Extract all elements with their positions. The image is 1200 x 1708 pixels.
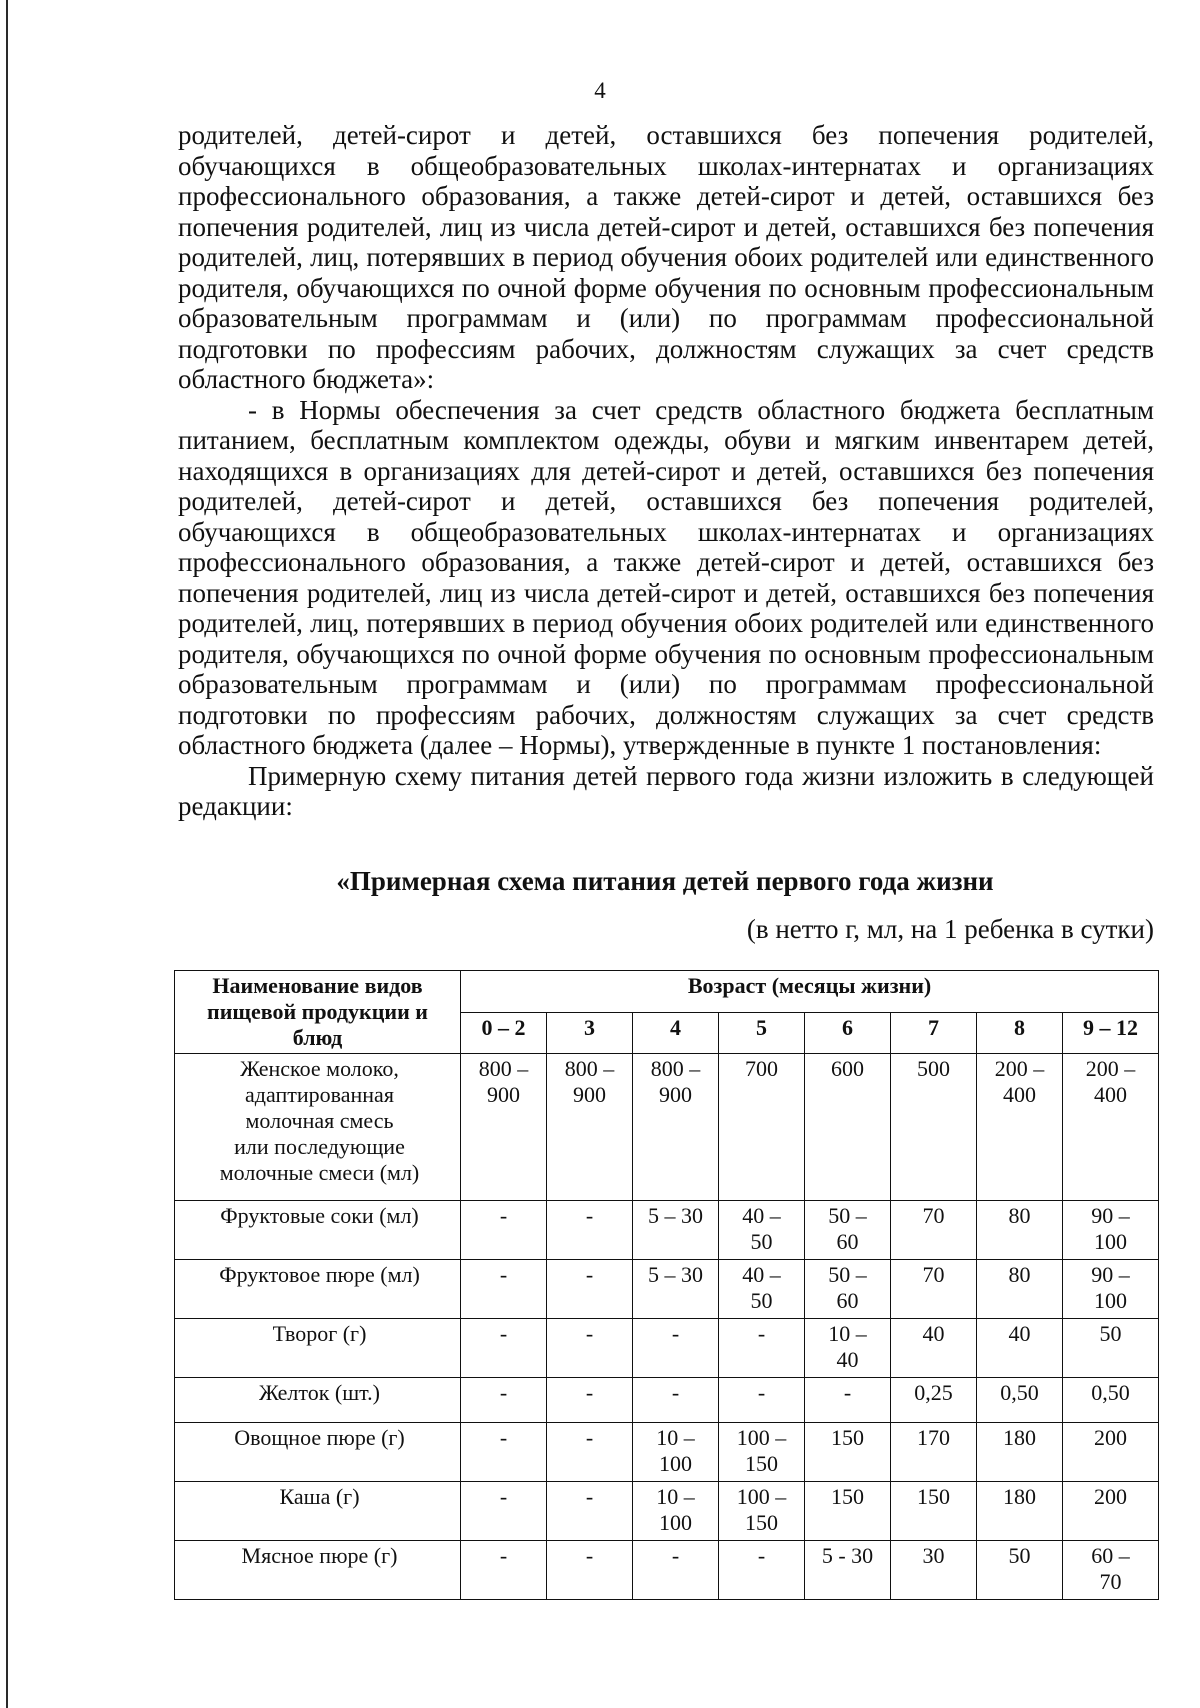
paragraph-continuation: родителей, детей-сирот и детей, оставшихся без попечения родителей, обучающихся в общеобразовательных школах-интернатах и организациях профессионального образования, а также детей-сирот и детей, оставшихся без попечения родителей, лиц из числа детей-сирот и детей, оставшихся без попечения родителей, лиц, потерявших в период обучения обоих родителей или единственного родителя, обучающихся по очной форме обучения по основным профессиональным образовательным программам и (или) по программам профессиональной подготовки по профессиям рабочих, должностям служащих за счет средств областного бюджета»: [178, 120, 1154, 394]
amount-cell: 180 [977, 1423, 1063, 1482]
amount-cell: 150 [805, 1482, 891, 1541]
amount-cell: 50 – 60 [805, 1201, 891, 1260]
age-column-header: 4 [633, 1012, 719, 1054]
amount-cell: 500 [891, 1054, 977, 1201]
amount-cell: 90 – 100 [1063, 1201, 1159, 1260]
table-row [175, 1423, 1159, 1482]
amount-cell: 60 – 70 [1063, 1541, 1159, 1600]
amount-cell: - [547, 1319, 633, 1378]
amount-cell: 10 – 40 [805, 1319, 891, 1378]
food-name-cell: Творог (г) [175, 1319, 461, 1378]
amount-cell: - [805, 1378, 891, 1423]
amount-cell: 80 [977, 1201, 1063, 1260]
amount-cell: - [633, 1319, 719, 1378]
age-column-header: 9 – 12 [1063, 1012, 1159, 1054]
amount-cell: 10 – 100 [633, 1482, 719, 1541]
amount-cell: - [719, 1319, 805, 1378]
age-column-header: 5 [719, 1012, 805, 1054]
amount-cell: 40 [977, 1319, 1063, 1378]
amount-cell: 180 [977, 1482, 1063, 1541]
amount-cell: 70 [891, 1201, 977, 1260]
amount-cell: 50 – 60 [805, 1260, 891, 1319]
food-name-cell: Овощное пюре (г) [175, 1423, 461, 1482]
header-food-name: Наименование видов пищевой продукции и блюд [175, 971, 461, 1054]
amount-cell: 100 – 150 [719, 1423, 805, 1482]
amount-cell: 10 – 100 [633, 1423, 719, 1482]
amount-cell: 40 [891, 1319, 977, 1378]
food-name-cell: Женское молоко, адаптированная молочная смесь или последующие молочные смеси (мл) [175, 1054, 461, 1201]
amount-cell: - [547, 1541, 633, 1600]
amount-cell: 0,25 [891, 1378, 977, 1423]
amount-cell: 90 – 100 [1063, 1260, 1159, 1319]
age-column-header: 8 [977, 1012, 1063, 1054]
amount-cell: - [461, 1423, 547, 1482]
amount-cell: - [719, 1378, 805, 1423]
amount-cell: 700 [719, 1054, 805, 1201]
table-row [175, 1260, 1159, 1319]
amount-cell: 800 – 900 [633, 1054, 719, 1201]
food-name-cell: Желток (шт.) [175, 1378, 461, 1423]
food-name-cell: Фруктовые соки (мл) [175, 1201, 461, 1260]
amount-cell: 200 – 400 [1063, 1054, 1159, 1201]
amount-cell: 5 – 30 [633, 1201, 719, 1260]
amount-cell: - [547, 1260, 633, 1319]
amount-cell: 170 [891, 1423, 977, 1482]
food-name-cell: Каша (г) [175, 1482, 461, 1541]
amount-cell: - [461, 1319, 547, 1378]
amount-cell: - [633, 1541, 719, 1600]
food-name-cell: Мясное пюре (г) [175, 1541, 461, 1600]
paragraph-scheme: Примерную схему питания детей первого года жизни изложить в следующей редакции: [178, 760, 1154, 821]
amount-cell: 150 [805, 1423, 891, 1482]
header-age: Возраст (месяцы жизни) [461, 971, 1159, 1013]
amount-cell: - [633, 1378, 719, 1423]
amount-cell: 800 – 900 [547, 1054, 633, 1201]
amount-cell: 200 [1063, 1423, 1159, 1482]
table-body [175, 1054, 1159, 1600]
table-row [175, 1201, 1159, 1260]
amount-cell: 0,50 [977, 1378, 1063, 1423]
amount-cell: - [461, 1260, 547, 1319]
amount-cell: - [461, 1541, 547, 1600]
body-text [178, 120, 1154, 822]
table-title: «Примерная схема питания детей первого года жизни [336, 866, 994, 896]
table-row [175, 1319, 1159, 1378]
page-number: 4 [594, 78, 606, 103]
amount-cell: 30 [891, 1541, 977, 1600]
paragraph-norms: - в Нормы обеспечения за счет средств областного бюджета бесплатным питанием, бесплатным комплектом одежды, обуви и мягким инвентарем детей, находящихся в организациях для детей-сирот и детей, оставшихся без попечения родителей, детей-сирот и детей, оставшихся без попечения родителей, обучающихся в общеобразовательных школах-интернатах и организациях профессионального образования, а также детей-сирот и детей, оставшихся без попечения родителей, лиц из числа детей-сирот и детей, оставшихся без попечения родителей, лиц, потерявших в период обучения обоих родителей или единственного родителя, обучающихся по очной форме обучения по основным профессиональным образовательным программам и (или) по программам профессиональной подготовки по профессиям рабочих, должностям служащих за счет средств областного бюджета (далее – Нормы), утвержденные в пункте 1 постановления: [178, 394, 1154, 760]
amount-cell: 600 [805, 1054, 891, 1201]
amount-cell: - [461, 1201, 547, 1260]
table-row [175, 1482, 1159, 1541]
amount-cell: 50 [1063, 1319, 1159, 1378]
amount-cell: 800 – 900 [461, 1054, 547, 1201]
nutrition-table [174, 970, 1159, 1600]
amount-cell: 150 [891, 1482, 977, 1541]
amount-cell: 70 [891, 1260, 977, 1319]
age-column-header: 7 [891, 1012, 977, 1054]
table-row [175, 1378, 1159, 1423]
table-row [175, 1541, 1159, 1600]
food-name-cell: Фруктовое пюре (мл) [175, 1260, 461, 1319]
table-units: (в нетто г, мл, на 1 ребенка в сутки) [746, 914, 1154, 944]
amount-cell: 5 – 30 [633, 1260, 719, 1319]
amount-cell: - [547, 1378, 633, 1423]
age-column-header: 3 [547, 1012, 633, 1054]
table-row [175, 1054, 1159, 1201]
amount-cell: - [461, 1482, 547, 1541]
amount-cell: 5 - 30 [805, 1541, 891, 1600]
amount-cell: 200 [1063, 1482, 1159, 1541]
amount-cell: 40 – 50 [719, 1260, 805, 1319]
age-column-header: 0 – 2 [461, 1012, 547, 1054]
amount-cell: - [547, 1482, 633, 1541]
amount-cell: 80 [977, 1260, 1063, 1319]
amount-cell: 50 [977, 1541, 1063, 1600]
amount-cell: 0,50 [1063, 1378, 1159, 1423]
scan-edge-line [6, 0, 8, 1708]
amount-cell: - [719, 1541, 805, 1600]
amount-cell: - [547, 1423, 633, 1482]
amount-cell: 40 – 50 [719, 1201, 805, 1260]
amount-cell: - [547, 1201, 633, 1260]
amount-cell: 100 – 150 [719, 1482, 805, 1541]
age-column-header: 6 [805, 1012, 891, 1054]
amount-cell: - [461, 1378, 547, 1423]
amount-cell: 200 – 400 [977, 1054, 1063, 1201]
